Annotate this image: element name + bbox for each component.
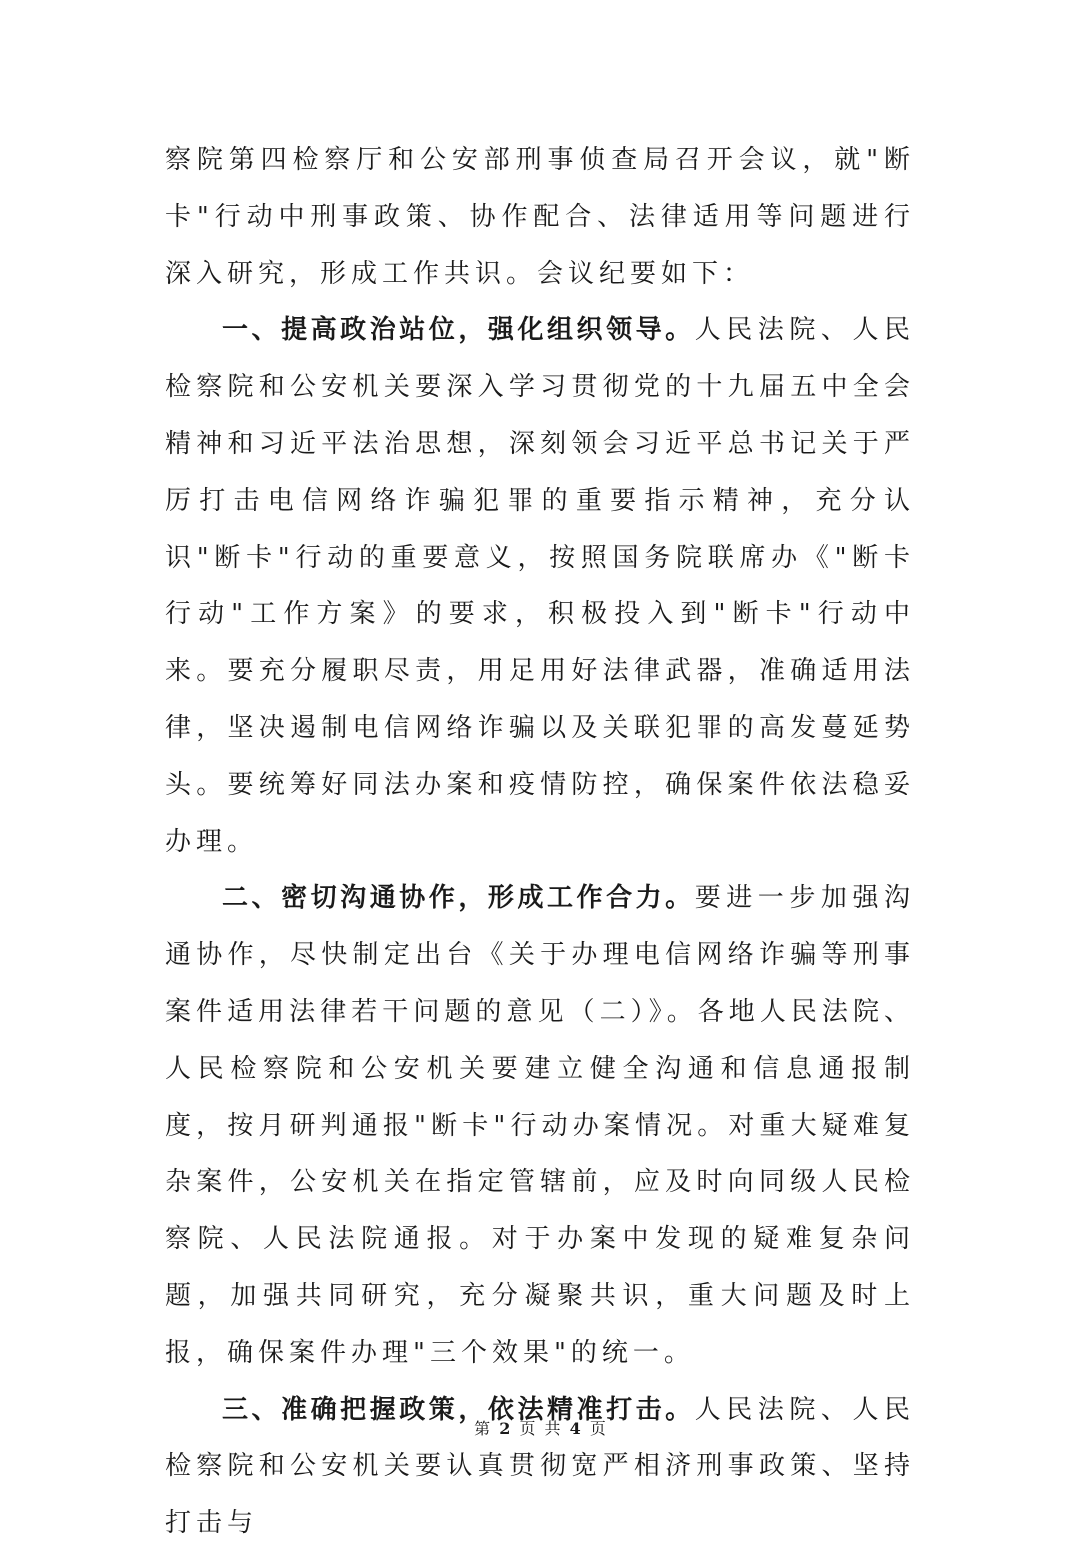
document-body <box>165 132 915 1552</box>
section-1-heading: 一、提高政治站位，强化组织领导。 <box>222 315 695 346</box>
paragraph-section-3 <box>165 1382 915 1552</box>
paragraph-section-1 <box>165 302 915 870</box>
paragraph-section-2 <box>165 870 915 1381</box>
footer-page-number: 2 <box>499 1419 511 1438</box>
section-1-body: 人民法院、人民检察院和公安机关要深入学习贯彻党的十九届五中全会精神和习近平法治思想，深刻领会习近平总书记关于严厉打击电信网络诈骗犯罪的重要指示精神，充分认识"断卡"行动的重要意义，按照国务院联席办《"断卡行动"工作方案》的要求，积极投入到"断卡"行动中来。要充分履职尽责，用足用好法律武器，准确适用法律，坚决遏制电信网络诈骗以及关联犯罪的高发蔓延势头。要统筹好同法办案和疫情防控，确保案件依法稳妥办理。 <box>165 315 915 857</box>
section-2-heading: 二、密切沟通协作，形成工作合力。 <box>222 883 695 914</box>
section-3-body: 人民法院、人民检察院和公安机关要认真贯彻宽严相济刑事政策、坚持打击与 <box>165 1394 915 1539</box>
section-3-heading: 三、准确把握政策，依法精准打击。 <box>222 1394 695 1425</box>
footer-middle: 页 共 <box>519 1419 561 1438</box>
page-footer <box>0 1416 1080 1439</box>
section-2-body: 要进一步加强沟通协作，尽快制定出台《关于办理电信网络诈骗等刑事案件适用法律若干问题的意见（二）》。各地人民法院、人民检察院和公安机关要建立健全沟通和信息通报制度，按月研判通报"断卡"行动办案情况。对重大疑难复杂案件，公安机关在指定管辖前，应及时向同级人民检察院、人民法院通报。对于办案中发现的疑难复杂问题，加强共同研究，充分凝聚共识，重大问题及时上报，确保案件办理"三个效果"的统一。 <box>165 883 915 1368</box>
footer-total-pages: 4 <box>569 1419 581 1438</box>
paragraph-continuation: 察院第四检察厅和公安部刑事侦查局召开会议，就"断卡"行动中刑事政策、协作配合、法律适用等问题进行深入研究，形成工作共识。会议纪要如下： <box>165 145 915 289</box>
footer-suffix: 页 <box>589 1419 606 1438</box>
footer-prefix: 第 <box>474 1419 491 1438</box>
